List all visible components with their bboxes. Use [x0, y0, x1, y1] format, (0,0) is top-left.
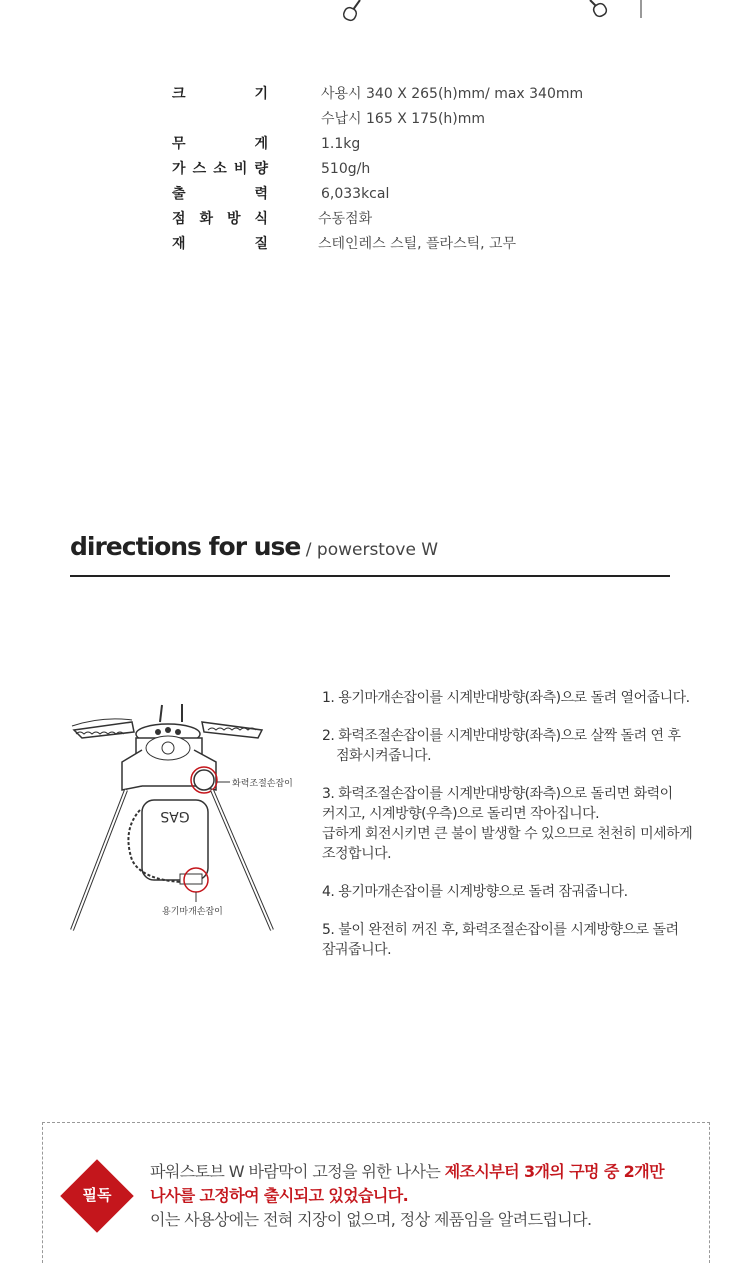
callout-fire-control: 화력조절손잡이	[232, 779, 293, 789]
spec-label	[172, 132, 268, 157]
stove-legs-partial-illustration	[0, 0, 750, 30]
spec-row	[172, 157, 642, 182]
gas-label: GAS	[160, 808, 190, 824]
spec-label-char: 게	[254, 136, 268, 152]
notice-text	[150, 1160, 710, 1232]
must-read-badge-label: 필독	[82, 1186, 112, 1204]
directions-title: directions for use	[70, 532, 301, 561]
step-line: 커지고, 시계방향(우측)으로 돌리면 작아집니다.	[322, 806, 600, 822]
directions-header	[70, 532, 670, 577]
spec-row	[172, 232, 642, 257]
direction-step	[322, 882, 702, 902]
spec-label-char: 크	[172, 86, 186, 102]
callout-cap-handle: 용기마개손잡이	[162, 907, 223, 917]
direction-step	[322, 688, 702, 708]
step-line: 1. 용기마개손잡이를 시계반대방향(좌측)으로 돌려 열어줍니다.	[322, 690, 690, 706]
spec-label-char: 점	[172, 211, 186, 227]
step-line: 급하게 회전시키면 큰 불이 발생할 수 있으므로 천천히 미세하게	[322, 826, 693, 842]
spec-label-char: 재	[172, 236, 186, 252]
spec-row	[172, 132, 642, 157]
spec-table	[172, 82, 642, 257]
step-line: 점화시켜줍니다.	[336, 748, 432, 764]
spec-label-char: 식	[254, 211, 268, 227]
direction-step	[322, 920, 702, 960]
spec-value: 6,033kcal	[321, 186, 390, 202]
step-line: 3. 화력조절손잡이를 시계반대방향(좌측)으로 돌리면 화력이	[322, 786, 673, 802]
spec-label-char: 화	[199, 211, 214, 227]
direction-step	[322, 784, 702, 864]
spec-label-char: 질	[254, 236, 268, 252]
spec-value: 510g/h	[321, 161, 371, 177]
spec-label	[172, 182, 268, 207]
spec-label-char: 비	[233, 161, 248, 177]
spec-label	[172, 157, 268, 182]
spec-label	[172, 82, 268, 107]
spec-label	[172, 232, 268, 257]
spec-row	[172, 107, 642, 132]
spec-value: 1.1kg	[321, 136, 361, 152]
notice-red-2: 나사를 고정하여 출시되고 있었습니다.	[150, 1186, 409, 1205]
spec-value: 사용시 340 X 265(h)mm/ max 340mm	[321, 86, 584, 102]
spec-label-char: 기	[254, 86, 268, 102]
spec-label-char: 출	[172, 186, 186, 202]
spec-label-char: 가	[172, 161, 186, 177]
directions-steps	[322, 688, 702, 978]
spec-value: 스테인레스 스틸, 플라스틱, 고무	[318, 236, 517, 252]
spec-value: 수동점화	[318, 211, 373, 227]
notice-plain-2: 이는 사용상에는 전혀 지장이 없으며, 정상 제품임을 알려드립니다.	[150, 1210, 592, 1229]
spec-label-char: 력	[254, 186, 268, 202]
step-line: 5. 불이 완전히 꺼진 후, 화력조절손잡이를 시계방향으로 돌려	[322, 922, 679, 938]
spec-row	[172, 207, 642, 232]
spec-value: 수납시 165 X 175(h)mm	[321, 111, 486, 127]
step-line: 조정합니다.	[322, 846, 392, 862]
spec-row	[172, 182, 642, 207]
spec-label-char: 방	[226, 211, 241, 227]
direction-step	[322, 726, 702, 766]
spec-label-char: 스	[192, 161, 207, 177]
spec-row	[172, 82, 642, 107]
spec-label	[172, 207, 268, 232]
step-line: 잠궈줍니다.	[322, 942, 392, 958]
step-line: 4. 용기마개손잡이를 시계방향으로 돌려 잠궈줍니다.	[322, 884, 628, 900]
notice-red-1: 제조시부터 3개의 구멍 중 2개만	[444, 1162, 664, 1181]
stove-illustration	[62, 690, 312, 950]
spec-label-char: 량	[254, 161, 268, 177]
directions-subtitle: / powerstove W	[300, 540, 439, 560]
notice-plain-1: 파워스토브 W 바람막이 고정을 위한 나사는	[150, 1162, 445, 1181]
step-line: 2. 화력조절손잡이를 시계반대방향(좌측)으로 살짝 돌려 연 후	[322, 728, 681, 744]
spec-label-char: 무	[172, 136, 186, 152]
spec-label-char: 소	[213, 161, 227, 177]
